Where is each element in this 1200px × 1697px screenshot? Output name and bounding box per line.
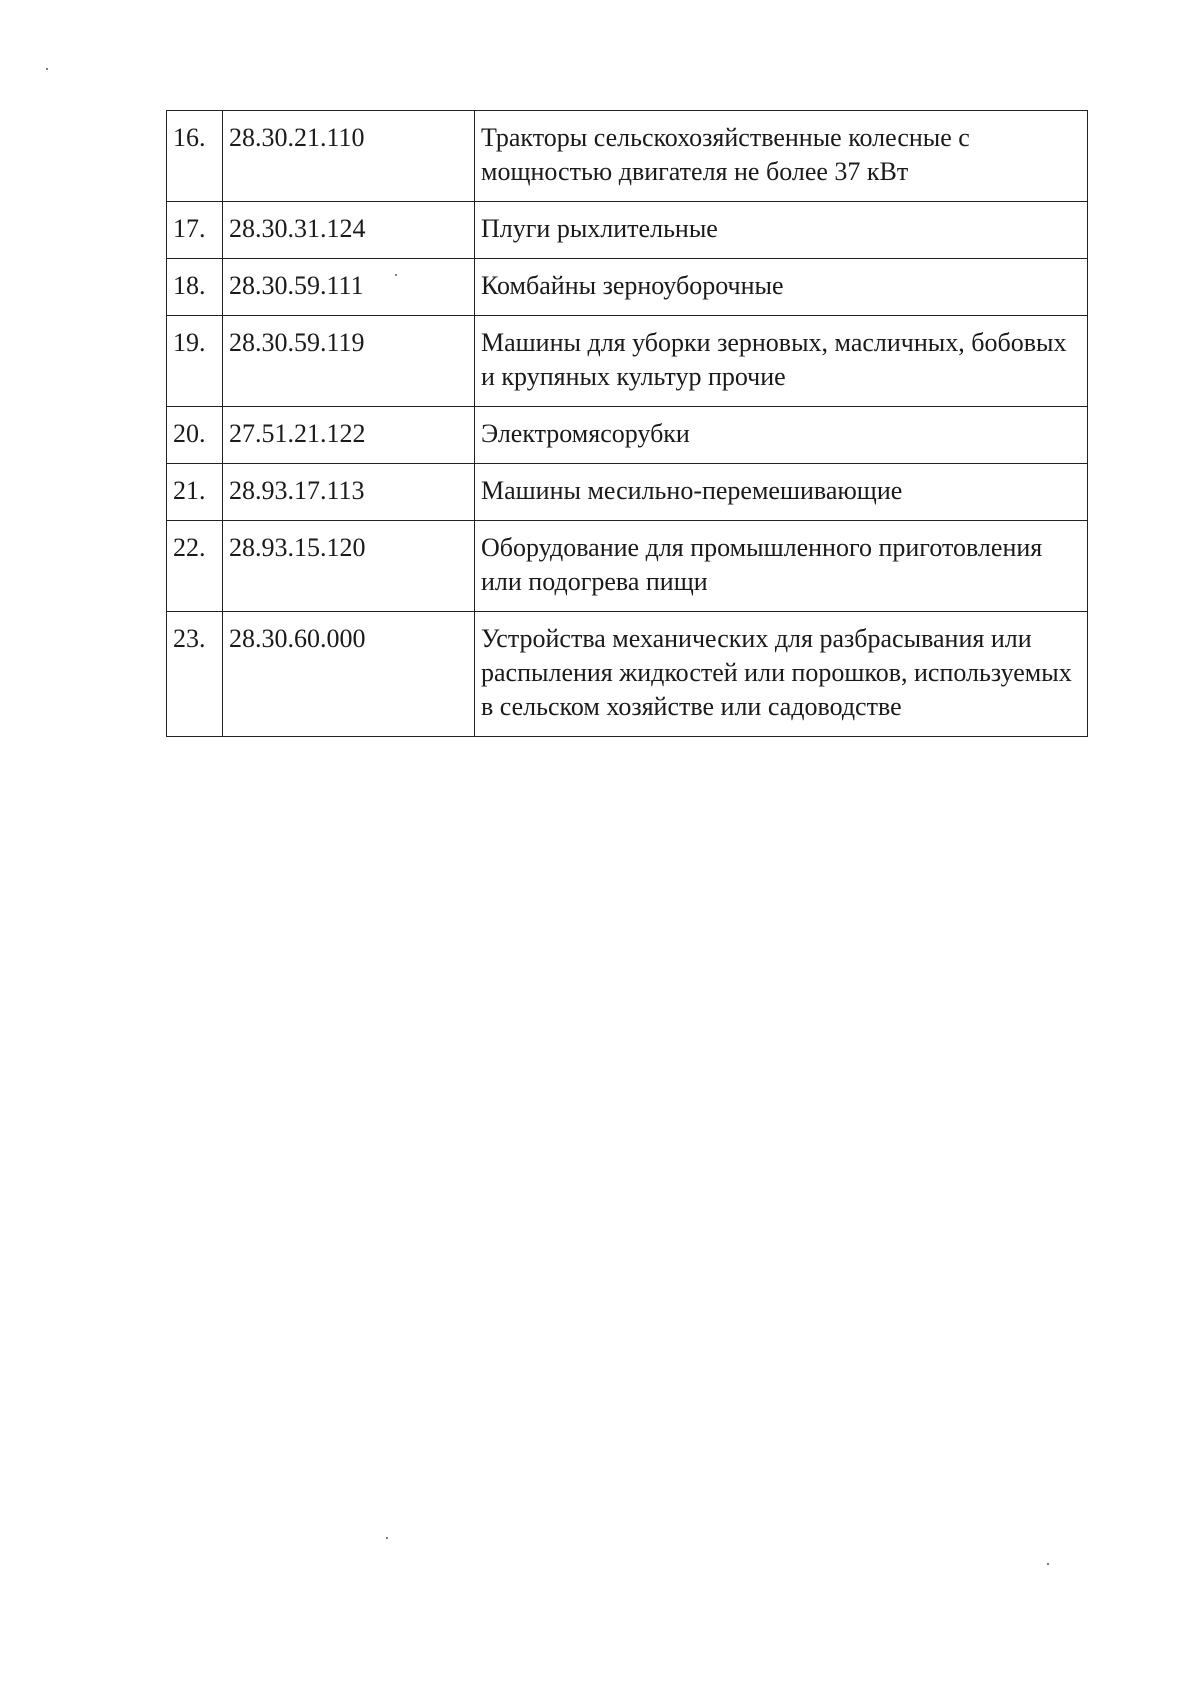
row-number: 18. bbox=[167, 259, 223, 316]
okpd-code: 28.30.60.000 bbox=[223, 612, 475, 737]
product-name: Плуги рыхлительные bbox=[475, 202, 1088, 259]
table-row bbox=[167, 464, 1088, 521]
row-number: 17. bbox=[167, 202, 223, 259]
okpd-code-table bbox=[166, 110, 1088, 737]
table-row bbox=[167, 259, 1088, 316]
row-number: 23. bbox=[167, 612, 223, 737]
table-row bbox=[167, 521, 1088, 612]
table-row bbox=[167, 407, 1088, 464]
product-name: Комбайны зерноуборочные bbox=[475, 259, 1088, 316]
scan-speck bbox=[386, 1537, 388, 1539]
okpd-code: 28.93.15.120 bbox=[223, 521, 475, 612]
product-name: Устройства механических для разбрасывания или распыления жидкостей или порошков, используемых в сельском хозяйстве или садоводстве bbox=[475, 612, 1088, 737]
okpd-code: 28.30.59.119 bbox=[223, 316, 475, 407]
table-row bbox=[167, 612, 1088, 737]
row-number: 16. bbox=[167, 111, 223, 202]
okpd-code: 27.51.21.122 bbox=[223, 407, 475, 464]
okpd-code: 28.30.21.110 bbox=[223, 111, 475, 202]
product-name: Тракторы сельскохозяйственные колесные с мощностью двигателя не более 37 кВт bbox=[475, 111, 1088, 202]
table-row bbox=[167, 111, 1088, 202]
row-number: 19. bbox=[167, 316, 223, 407]
row-number: 20. bbox=[167, 407, 223, 464]
scan-speck bbox=[395, 274, 397, 276]
scan-speck bbox=[46, 68, 48, 70]
product-name: Электромясорубки bbox=[475, 407, 1088, 464]
table-row bbox=[167, 316, 1088, 407]
product-name: Машины для уборки зерновых, масличных, бобовых и крупяных культур прочие bbox=[475, 316, 1088, 407]
row-number: 21. bbox=[167, 464, 223, 521]
table-row bbox=[167, 202, 1088, 259]
row-number: 22. bbox=[167, 521, 223, 612]
okpd-code: 28.30.59.111 bbox=[223, 259, 475, 316]
product-name: Оборудование для промышленного приготовления или подогрева пищи bbox=[475, 521, 1088, 612]
product-name: Машины месильно-перемешивающие bbox=[475, 464, 1088, 521]
okpd-code: 28.93.17.113 bbox=[223, 464, 475, 521]
okpd-code: 28.30.31.124 bbox=[223, 202, 475, 259]
scan-speck bbox=[1047, 1563, 1049, 1565]
